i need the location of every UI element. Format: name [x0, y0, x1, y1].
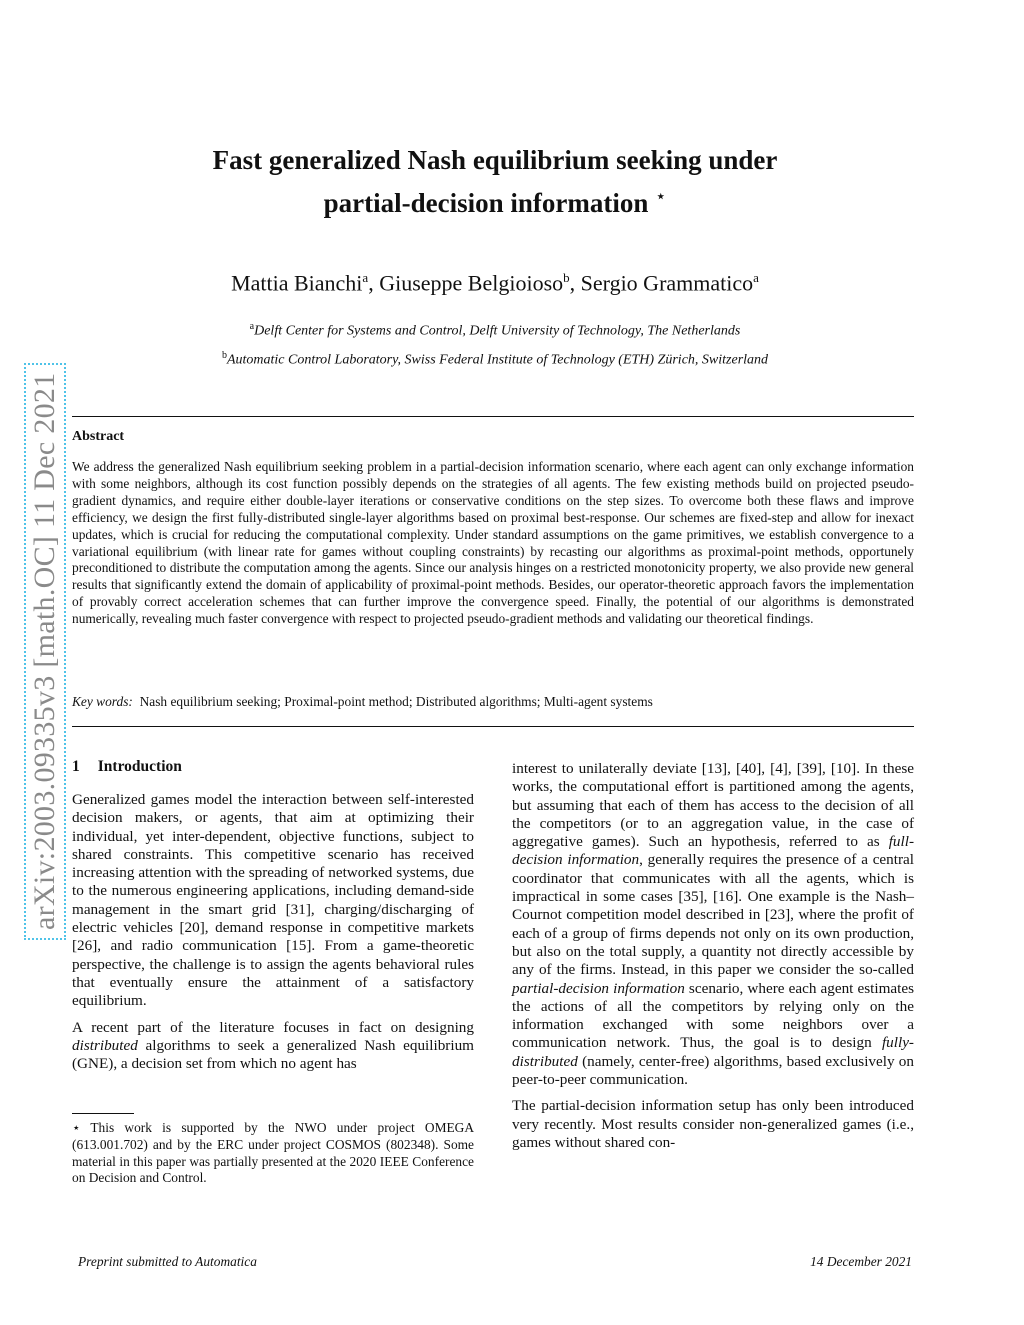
title-line-2	[0, 178, 990, 221]
footnote-marker: ⋆	[72, 1120, 81, 1135]
affiliation-b	[0, 350, 990, 369]
author-3-affil: a	[753, 270, 759, 285]
keywords-label: Key words:	[72, 694, 133, 709]
intro-p3-em3: fully-distributed	[512, 1034, 914, 1070]
footer-left: Preprint submitted to Automatica	[78, 1254, 257, 1269]
section-number: 1	[72, 758, 80, 775]
intro-p3-c: scenario, where each agent estimates the actions of all the competitors by relying only on the information exchanged with some neighbors over a communication network. Thus, the goal is to design	[512, 979, 915, 1052]
intro-paragraph-1: Generalized games model the interaction between self-interested decision makers, or agents, that aim at optimizing their individual, yet inter-dependent, objective functions, subject to shared constraints. This competitive scenario has received increasing attention with the spreading of networked systems, due to the numerous engineering applications, including demand-side management in the smart grid [31], charging/discharging of electric vehicles [20], demand response in competitive markets [26], and radio communication [15]. From a game-theoretic perspective, the challenge is to assign the agents behavioral rules that eventually ensure the attainment of a satisfactory equilibrium.	[72, 791, 474, 1010]
right-column	[512, 760, 914, 1152]
intro-p3-em2: partial-decision information	[512, 979, 685, 997]
author-2: , Giuseppe Belgioioso	[368, 270, 564, 296]
footnote-text: This work is supported by the NWO under project OMEGA (613.001.702) and by the ERC under project COSMOS (802348). Some material in this paper was partially presented at the 2020 IEEE Conference on Decision and Control.	[72, 1120, 474, 1186]
abstract-text: We address the generalized Nash equilibrium seeking problem in a partial-decision information scenario, where each agent can only exchange information with some neighbors, although its cost function possibly depends on the strategies of all agents. The few existing methods build on projected pseudo-gradient dynamics, and require either double-layer iterations or conservative conditions on the step sizes. To overcome both these flaws and improve efficiency, we design the first fully-distributed single-layer algorithms based on proximal best-response. Our schemes are fixed-step and allow for inexact updates, which is crucial for reducing the computational complexity. Under standard assumptions on the game primitives, we establish convergence to a variational equilibrium (with linear rate for games without coupling constraints) by recasting our algorithms as proximal-point methods, opportunely preconditioned to distribute the computation among the agents. Since our analysis hinges on a restricted monotonicity property, we also provide new general results that significantly extend the domain of applicability of proximal-point methods. Besides, our operator-theoretic approach favors the implementation of provably correct acceleration schemes that can further improve the convergence speed. Finally, the potential of our algorithms is demonstrated numerically, revealing much faster convergence with respect to projected pseudo-gradient methods and validating our theoretical findings.	[72, 459, 914, 627]
section-title: Introduction	[97, 758, 182, 775]
footnote	[72, 1120, 474, 1187]
footer-right: 14 December 2021	[810, 1254, 912, 1269]
affiliation-a-text: Delft Center for Systems and Control, Delft University of Technology, The Netherlands	[254, 323, 741, 339]
abstract-heading: Abstract	[72, 429, 125, 444]
author-1: Mattia Bianchi	[231, 270, 363, 296]
title-footnote-marker: ⋆	[655, 186, 667, 206]
paper-title	[0, 142, 990, 221]
title-line-2-text: partial-decision information	[323, 188, 649, 218]
intro-paragraph-3	[512, 760, 914, 1089]
affiliation-b-text: Automatic Control Laboratory, Swiss Federal Institute of Technology (ETH) Zürich, Switzerland	[226, 352, 769, 368]
intro-p3-em1: full-decision information	[512, 833, 914, 869]
footnote-rule	[72, 1113, 134, 1114]
intro-paragraph-4: The partial-decision information setup has only been introduced very recently. Most results consider non-generalized games (i.e., games without shared con-	[512, 1097, 914, 1151]
abstract-bottom-rule	[72, 726, 914, 727]
section-heading-introduction	[72, 758, 182, 776]
arxiv-stamp: arXiv:2003.09335v3 [math.OC] 11 Dec 2021	[24, 363, 66, 940]
intro-p2-b: algorithms to seek a generalized Nash equilibrium (GNE), a decision set from which no agent has	[72, 1036, 474, 1073]
author-1-affil: a	[362, 270, 369, 285]
intro-p3-b: , generally requires the presence of a central coordinator that communicates with all the agents, which is impractical in some cases [35], [16]. One example is the Nash–Cournot competition model described in [23], where the profit of each of a group of firms depends not only on its own production, but also on the total supply, a quantity not directly accessible by any of the firms. Instead, in this paper we consider the so-called	[512, 851, 915, 979]
left-column	[72, 791, 474, 1073]
intro-p2-em: distributed	[72, 1036, 138, 1054]
author-3: , Sergio Grammatico	[569, 270, 754, 296]
intro-paragraph-2	[72, 1019, 474, 1074]
author-list	[0, 270, 990, 296]
affiliation-b-marker: b	[221, 350, 227, 361]
intro-p3-d: (namely, center-free) algorithms, based exclusively on peer-to-peer communication.	[512, 1052, 914, 1089]
abstract-top-rule	[72, 416, 914, 417]
affiliation-a-marker: a	[249, 321, 255, 332]
affiliation-a	[0, 321, 990, 340]
keywords-text: Nash equilibrium seeking; Proximal-point method; Distributed algorithms; Multi-agent systems	[139, 694, 653, 709]
intro-p2-a: A recent part of the literature focuses in fact on designing	[72, 1018, 474, 1036]
author-2-affil: b	[563, 270, 570, 285]
keywords	[72, 694, 914, 710]
intro-p3-a: interest to unilaterally deviate [13], [40], [4], [39], [10]. In these works, the computational effort is partitioned among the agents, but assuming that each of them has access to the decision of all the competitors (or to an aggregation value, in the case of aggregative games). Such an hypothesis, referred to as	[512, 760, 914, 851]
title-line-1: Fast generalized Nash equilibrium seeking under	[212, 145, 778, 175]
